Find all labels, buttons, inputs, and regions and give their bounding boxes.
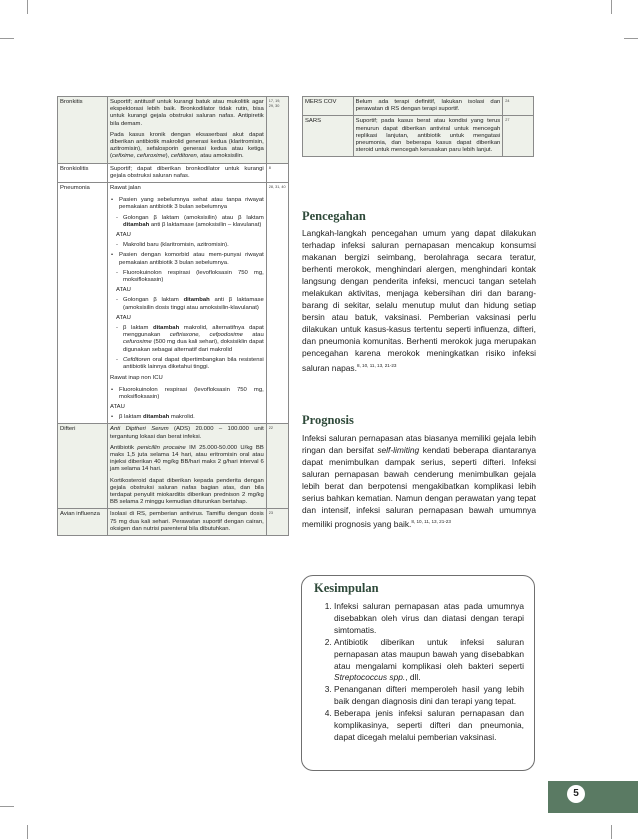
treatment-text: Pada kasus kronik dengan eksaserbasi akut dapat diberikan antibiotik makrolid generasi kedua (klaritromisin, azitromisin), sefalosporin generasi kedua atau ketiga (cefixime, cefuroxime), cefditoren, atau amoksisilin. (110, 131, 264, 160)
table-row (58, 163, 289, 182)
crop-mark (27, 825, 28, 839)
section-label: Rawat inap non ICU (110, 375, 163, 382)
crop-mark (27, 0, 28, 14)
treatment-text: Anti Diptheri Serum (ADS) 20.000 – 100.000 unit tergantung lokasi dan berat infeksi. (110, 426, 264, 440)
atau-label: ATAU (116, 314, 131, 321)
kesimpulan-box (301, 575, 535, 771)
prognosis-heading: Prognosis (302, 413, 354, 427)
bullet-item: • Fluorokuinolon respirasi (levofloksasin 750 mg, moksifloksasin) (110, 387, 264, 401)
atau-label: ATAU (116, 232, 131, 239)
reference-cell: 28, 31, 40 (266, 183, 288, 424)
atau-label: ATAU (110, 403, 125, 410)
treatment-cell: Suportif; pada kasus berat atau kondisi yang terus menurun dapat diberikan antiviral untuk mencegah replikasi lanjutan, antibiotik untuk mengatasi pneumonia, dan beberapa kasus dapat diberikan steroid untuk mencegah kerusakan paru lebih lanjut. (353, 116, 503, 157)
reference-cell: 23 (266, 509, 288, 536)
treatment-cell: Suportif; dapat diberikan bronkodilator untuk kurangi gejala obstruksi saluran nafas. (108, 163, 267, 182)
dash-item: - Golongan β laktam ditambah anti β laktamase (amoksisilin dosis tinggi atau amoksisilin-klavulanat) (110, 297, 264, 311)
prognosis-text: Infeksi saluran pernapasan atas biasanya memiliki gejala lebih ringan dan bersifat self-limiting kendati beberapa diantaranya dapat menimbulkan dampak serius, seperti difteri. Infeksi saluran pernapasan bawah cenderung menimbulkan gejala lebih berat dan berpotensi mengakibatkan komplikasi lebih serius bahkan kematian. Namun dengan perawatan yang tepat dan intensif, infeksi saluran pernapasan bawah umumnya memiliki prognosis yang baik.$^{8, 10, 11, 13, 21-23}$ (302, 433, 536, 530)
dash-item: - β laktam ditambah makrolid, alternatifnya dapat menggunakan ceftriaxone, cefpodoxime atau cefuroxime (500 mg dua kali sehari), doksisiklin dapat digunakan sebagai alternatif dari makrolid (110, 325, 264, 354)
reference-cell: 8 (266, 163, 288, 182)
treatment-text: Kortikosteroid dapat diberikan kepada penderita dengan gejala obstruksi saluran nafas bagian atas, dan bila terdapat penyulit miokarditis diberikan prednison 2 mg/kg BB selama 2 minggu kemudian diturunkan bertahap. (110, 477, 264, 506)
table-row (58, 509, 289, 536)
treatment-text: Suportif; antitusif untuk kurangi batuk atau mukolitik agar ekspektorasi lebih baik. Bronkodilator tidak rutin, bisa untuk kurangi gejala obstruksi saluran nafas. Antipiretik bila demam. (110, 99, 264, 127)
disease-name: Pneumonia (58, 183, 108, 424)
table-row (303, 97, 534, 116)
treatment-cell: Belum ada terapi definitif, lakukan isolasi dan perawatan di RS dengan terapi suportif. (353, 97, 503, 116)
disease-name: Bronkiolitis (58, 163, 108, 182)
bullet-item: • β laktam ditambah makrolid. (110, 414, 264, 421)
kesimpulan-list (302, 601, 534, 744)
section-label: Rawat jalan (110, 185, 141, 192)
crop-mark (611, 825, 612, 839)
dash-item: - Golongan β laktam (amoksisilin) atau β laktam ditambah anti β laktamase (amoksisilin – klavulanat) (110, 215, 264, 229)
disease-name: Avian influenza (58, 509, 108, 536)
treatment-cell: Isolasi di RS, pemberian antivirus. Tamiflu dengan dosis 75 mg dua kali sehari. Perawatan suportif dengan cairan, oksigen dan nutrisi parenteral bila dibutuhkan. (108, 509, 267, 536)
pencegahan-text: Langkah-langkah pencegahan umum yang dapat dilakukan terhadap infeksi saluran pernapasan mencakup konsumsi makanan bergizi seimbang, berolahraga secara teratur, berhenti merokok, menghindari alergen, menghindari kontak langsung dengan penderita infeksi, mencuci tangan setelah melakukan aktivitas, menjaga kebersihan diri dan barang-barang di sekitar, selalu menutup mulut dan hidung setiap bersin atau batuk, vaksinasi. Pemberian vaksinasi perlu dilakukan untuk kasus-kasus tertentu seperti influenza, difteri, dan pneumonia komunitas. Berhenti merokok juga merupakan pencegahan karena merokok meningkatkan risiko infeksi saluran napas.$^{8, 10, 11, 13, 21-23}$ (302, 228, 536, 373)
table-row (58, 183, 289, 424)
page-number-bar (548, 781, 638, 813)
list-item: 4. Beberapa jenis infeksi saluran pernapasan dan komplikasinya, seperti difteri dan pneumonia, dapat dicegah melalui pemberian vaksinasi. (334, 708, 524, 744)
list-item: 3. Penanganan difteri memperoleh hasil yang lebih baik dengan diagnosis dini dan terapi yang tepat. (334, 684, 524, 708)
list-item: 1. Infeksi saluran pernapasan atas pada umumnya disebabkan oleh virus dan diatasi dengan terapi simtomatis. (334, 601, 524, 637)
reference-cell: 27 (503, 116, 534, 157)
page-number: 5 (567, 785, 585, 803)
treatment-cell (108, 424, 267, 509)
reference-cell: 24 (503, 97, 534, 116)
disease-name: Bronkitis (58, 97, 108, 164)
disease-name: SARS (303, 116, 354, 157)
table-row (58, 424, 289, 509)
kesimpulan-heading: Kesimpulan (314, 581, 379, 595)
disease-name: MERS COV (303, 97, 354, 116)
crop-mark (624, 38, 638, 39)
dash-item: - Cefditoren oral dapat dipertimbangkan bila resistensi antibiotik lainnya diketahui tinggi. (110, 357, 264, 371)
treatment-cell (108, 183, 267, 424)
atau-label: ATAU (116, 287, 131, 294)
crop-mark (611, 0, 612, 14)
treatment-cell (108, 97, 267, 164)
table-row (303, 116, 534, 157)
pencegahan-heading: Pencegahan (302, 209, 366, 223)
treatment-table-left (57, 96, 289, 536)
reference-cell: 17, 19, 29, 30 (266, 97, 288, 164)
disease-name: Difteri (58, 424, 108, 509)
dash-item: - Fluorokuinolon respirasi (levofloksasin 750 mg, moksifloksasin) (110, 270, 264, 284)
dash-item: - Makrolid baru (klaritromisin, azitromisin). (110, 242, 264, 249)
table-row (58, 97, 289, 164)
treatment-text: Antibiotik penicillin procaine IM 25.000-50.000 U/kg BB maks 1,5 juta selama 14 hari, atau eritromisin oral atau injeksi diberikan 40 mg/kg BB/hari maks 2 g/hari interval 6 jam selama 14 hari. (110, 444, 264, 473)
bullet-item: • Pasien dengan komorbid atau mem-punyai riwayat pemakaian antibiotik 3 bulan sebelumnya. (110, 252, 264, 266)
treatment-table-right (302, 96, 534, 157)
reference-cell: 22 (266, 424, 288, 509)
bullet-item: • Pasien yang sebelumnya sehat atau tanpa riwayat pemakaian antibiotik 3 bulan sebelumnya (110, 197, 264, 211)
list-item: 2. Antibiotik diberikan untuk infeksi saluran pernapasan atas maupun bawah yang disebabkan atau mengalami komplikasi oleh bakteri seperti Streptococcus spp., dll. (334, 637, 524, 685)
crop-mark (0, 38, 14, 39)
crop-mark (0, 806, 14, 807)
